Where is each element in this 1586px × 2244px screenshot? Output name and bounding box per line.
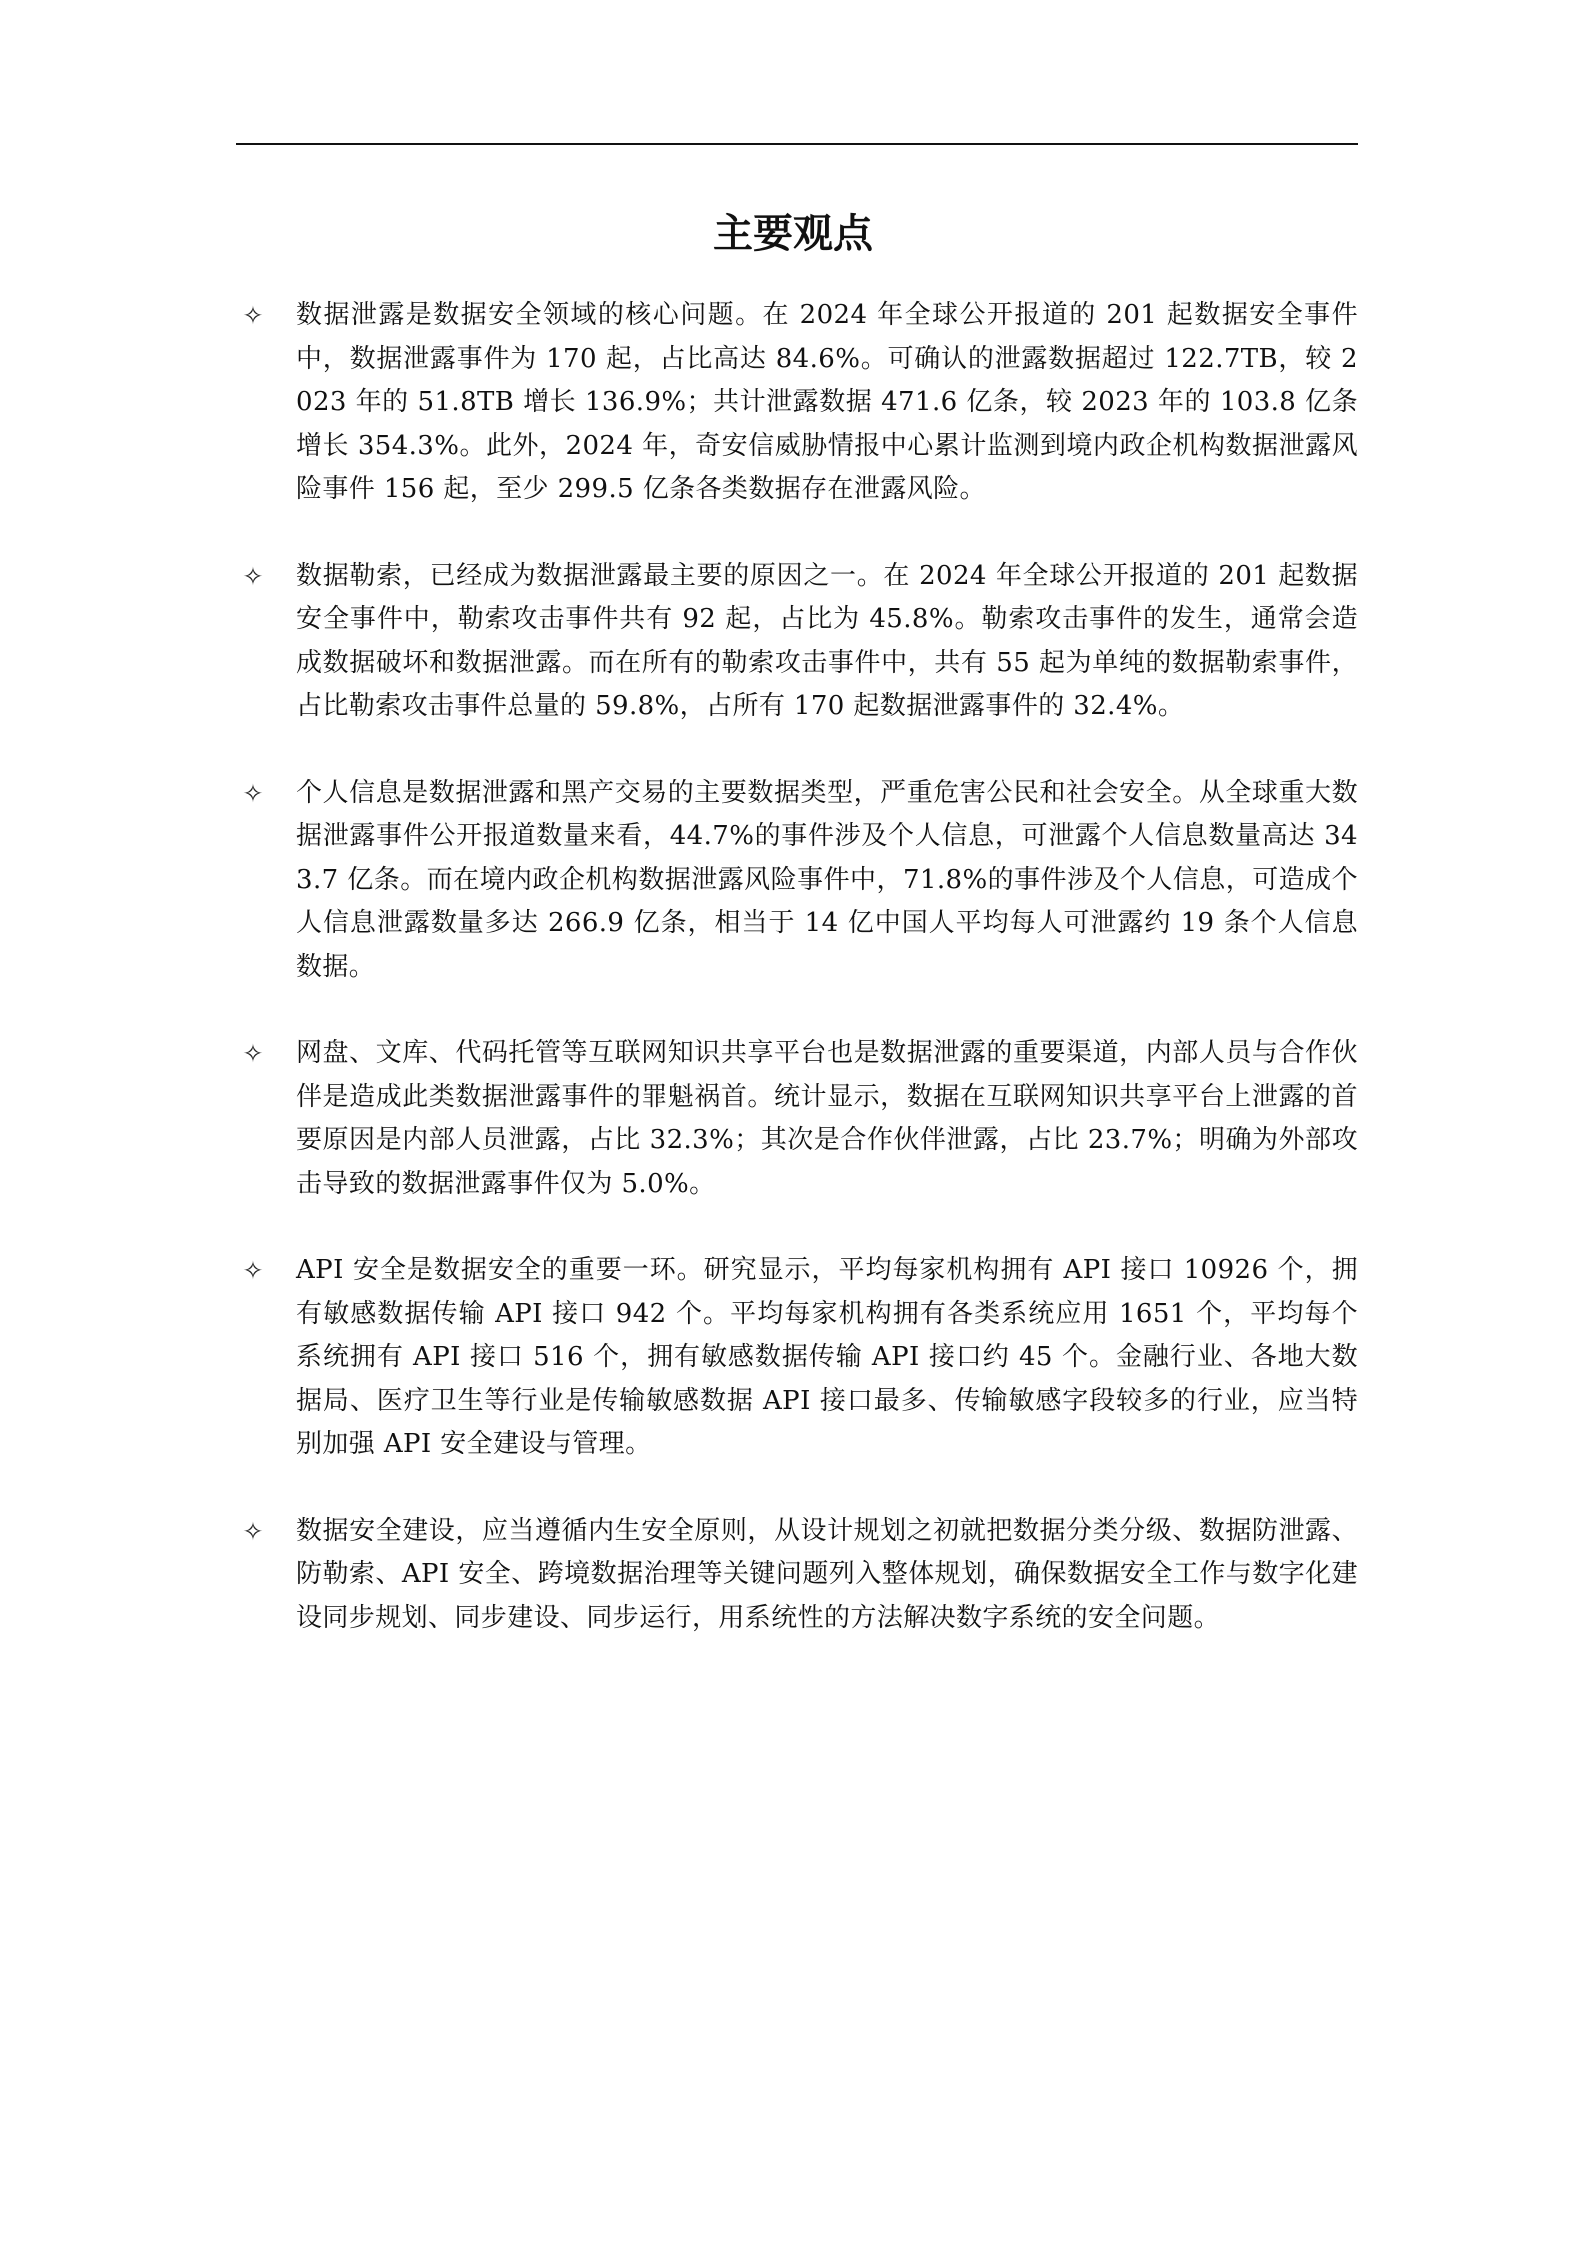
diamond-star-bullet-icon: ✧ — [242, 561, 264, 591]
key-point-text: 个人信息是数据泄露和黑产交易的主要数据类型，严重危害公民和社会安全。从全球重大数据泄露事件公开报道数量来看，44.7%的事件涉及个人信息，可泄露个人信息数量高达 343.7 亿条。而在境内政企机构数据泄露风险事件中，71.8%的事件涉及个人信息，可造成个人信息泄露数量多达 266.9 亿条，相当于 14 亿中国人平均每人可泄露约 19 条个人信息数据。 — [296, 777, 1358, 982]
diamond-star-bullet-icon: ✧ — [242, 1516, 264, 1546]
header-rule — [236, 143, 1358, 145]
key-point-item — [236, 555, 1358, 729]
key-point-text: 网盘、文库、代码托管等互联网知识共享平台也是数据泄露的重要渠道，内部人员与合作伙伴是造成此类数据泄露事件的罪魁祸首。统计显示，数据在互联网知识共享平台上泄露的首要原因是内部人员泄露，占比 32.3%；其次是合作伙伴泄露，占比 23.7%；明确为外部攻击导致的数据泄露事件仅为 5.0%。 — [296, 1038, 1358, 1199]
page-title: 主要观点 — [713, 211, 873, 257]
key-point-item — [236, 1032, 1358, 1206]
key-point-item — [236, 294, 1358, 512]
key-point-text: 数据泄露是数据安全领域的核心问题。在 2024 年全球公开报道的 201 起数据安全事件中，数据泄露事件为 170 起，占比高达 84.6%。可确认的泄露数据超过 122.7TB，较 2023 年的 51.8TB 增长 136.9%；共计泄露数据 471.6 亿条，较 2023 年的 103.8 亿条增长 354.3%。此外，2024 年，奇安信威胁情报中心累计监测到境内政企机构数据泄露风险事件 156 起，至少 299.5 亿条各类数据存在泄露风险。 — [296, 300, 1358, 504]
diamond-star-bullet-icon: ✧ — [242, 1039, 264, 1068]
diamond-star-bullet-icon: ✧ — [242, 778, 264, 808]
diamond-star-bullet-icon: ✧ — [242, 301, 264, 330]
key-point-text: API 安全是数据安全的重要一环。研究显示，平均每家机构拥有 API 接口 10926 个，拥有敏感数据传输 API 接口 942 个。平均每家机构拥有各类系统应用 1651 个，平均每个系统拥有 API 接口 516 个，拥有敏感数据传输 API 接口约 45 个。金融行业、各地大数据局、医疗卫生等行业是传输敏感数据 API 接口最多、传输敏感字段较多的行业，应当特别加强 API 安全建设与管理。 — [296, 1255, 1358, 1459]
key-points-list — [236, 294, 1358, 1683]
key-point-text: 数据勒索，已经成为数据泄露最主要的原因之一。在 2024 年全球公开报道的 201 起数据安全事件中，勒索攻击事件共有 92 起，占比为 45.8%。勒索攻击事件的发生，通常会造成数据破坏和数据泄露。而在所有的勒索攻击事件中，共有 55 起为单纯的数据勒索事件，占比勒索攻击事件总量的 59.8%，占所有 170 起数据泄露事件的 32.4%。 — [296, 560, 1358, 721]
key-point-item — [236, 1249, 1358, 1467]
diamond-star-bullet-icon: ✧ — [242, 1256, 264, 1285]
key-point-item — [236, 1510, 1358, 1641]
key-point-text: 数据安全建设，应当遵循内生安全原则，从设计规划之初就把数据分类分级、数据防泄露、防勒索、API 安全、跨境数据治理等关键问题列入整体规划，确保数据安全工作与数字化建设同步规划、同步建设、同步运行，用系统性的方法解决数字系统的安全问题。 — [296, 1515, 1358, 1633]
key-point-item — [236, 772, 1358, 990]
